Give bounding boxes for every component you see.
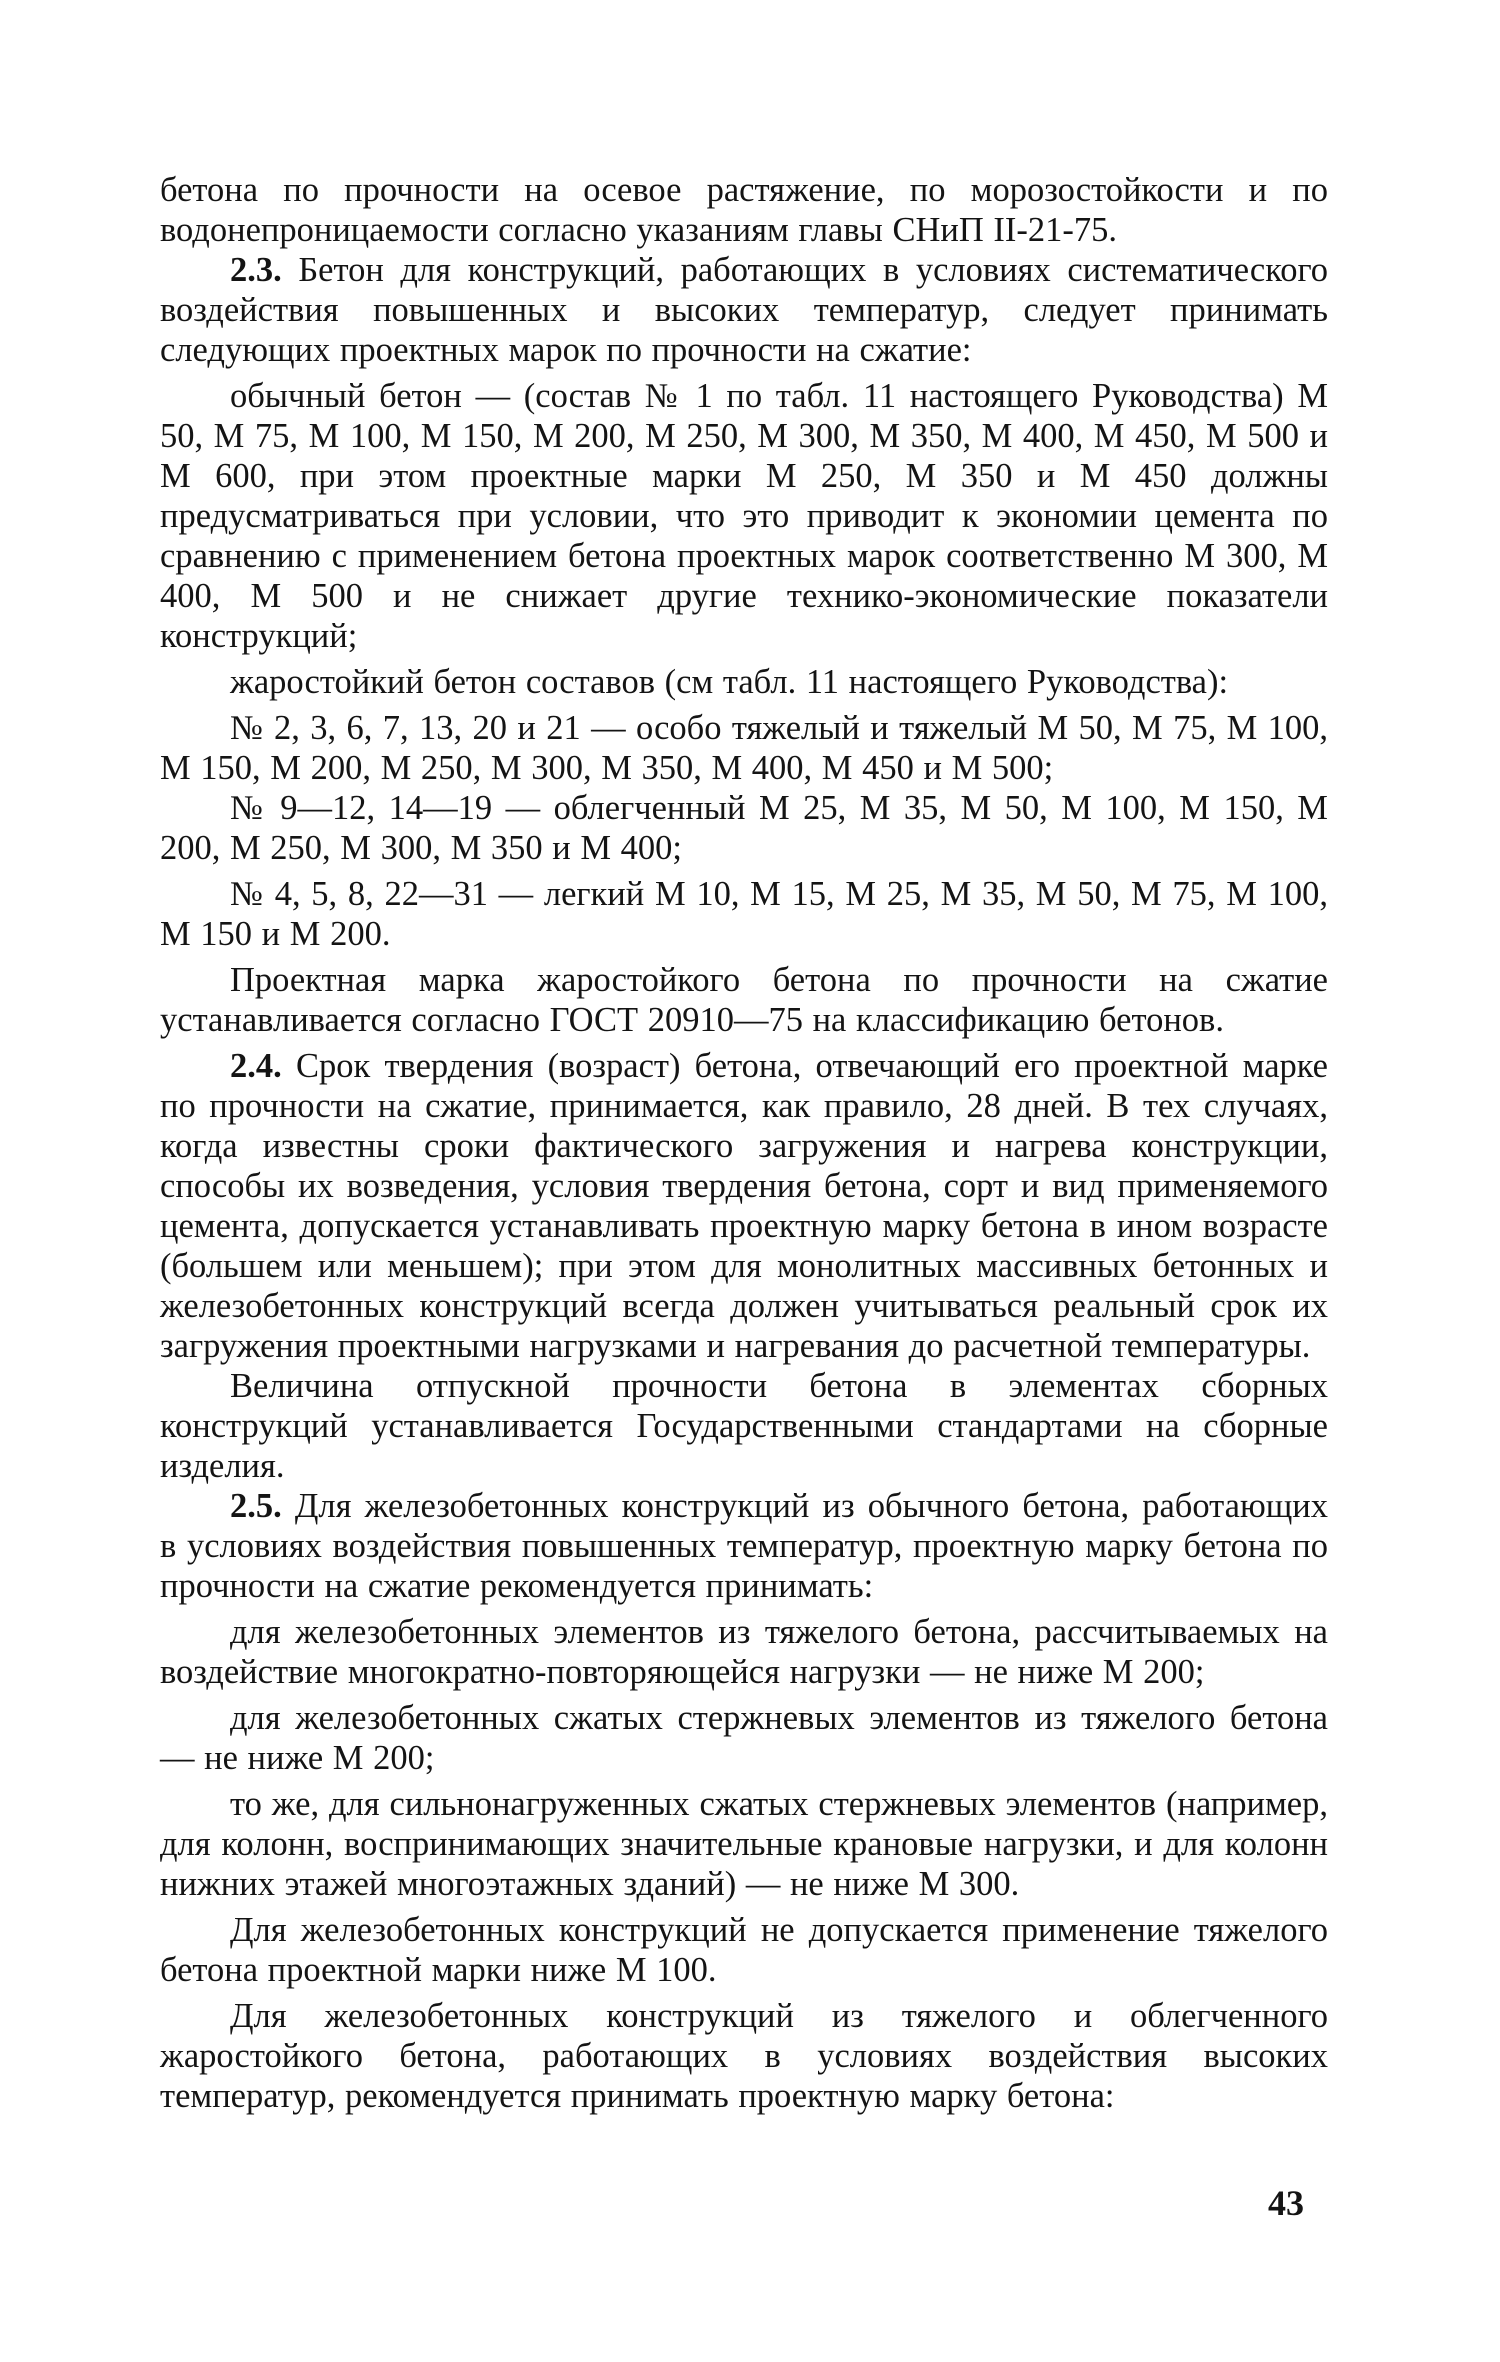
paragraph-text: бетона по прочности на осевое растяжение, по морозостойкости и по водонепроницаемости согласно указаниям главы СНиП II-21-75.: [160, 171, 1328, 249]
list-item-heavily-loaded: [160, 1784, 1328, 1904]
section-number: 2.3.: [230, 251, 282, 289]
paragraph-continuation: [160, 170, 1328, 250]
paragraph-text: Для железобетонных конструкций из тяжелого и облегченного жаростойкого бетона, работающих в условиях воздействия высоких температур, рекомендуется принимать проектную марку бетона:: [160, 1997, 1328, 2115]
paragraph-text: № 9—12, 14—19 — облегченный М 25, М 35, М 50, М 100, М 150, М 200, М 250, М 300, М 350 и М 400;: [160, 789, 1328, 867]
paragraph-heat-resistant-concrete: [160, 662, 1328, 702]
paragraph-text: для железобетонных элементов из тяжелого бетона, рассчитываемых на воздействие многократно-повторяющейся нагрузки — не ниже М 200;: [160, 1613, 1328, 1691]
paragraph-text: Для железобетонных конструкций не допускается применение тяжелого бетона проектной марки ниже М 100.: [160, 1911, 1328, 1989]
list-item-light: [160, 874, 1328, 954]
list-item-repeated-load: [160, 1612, 1328, 1692]
paragraph-2-4: [160, 1046, 1328, 1366]
paragraph-text: Для железобетонных конструкций из обычного бетона, работающих в условиях воздействия повышенных температур, проектную марку бетона по прочности на сжатие рекомендуется принимать:: [160, 1487, 1328, 1605]
paragraph-2-5: [160, 1486, 1328, 1606]
section-number: 2.5.: [230, 1487, 282, 1525]
paragraph-text: Величина отпускной прочности бетона в элементах сборных конструкций устанавливается Государственными стандартами на сборные изделия.: [160, 1367, 1328, 1485]
page-number: 43: [1268, 2183, 1304, 2223]
paragraph-2-3: [160, 250, 1328, 370]
paragraph-ordinary-concrete: [160, 376, 1328, 656]
paragraph-release-strength: [160, 1366, 1328, 1486]
paragraph-text: Проектная марка жаростойкого бетона по прочности на сжатие устанавливается согласно ГОСТ 20910—75 на классификацию бетонов.: [160, 961, 1328, 1039]
list-item-lightened: [160, 788, 1328, 868]
paragraph-text: для железобетонных сжатых стержневых элементов из тяжелого бетона — не ниже М 200;: [160, 1699, 1328, 1777]
paragraph-text: № 4, 5, 8, 22—31 — легкий М 10, М 15, М 25, М 35, М 50, М 75, М 100, М 150 и М 200.: [160, 875, 1328, 953]
list-item-heavy: [160, 708, 1328, 788]
paragraph-text: Бетон для конструкций, работающих в условиях систематического воздействия повышенных и высоких температур, следует принимать следующих проектных марок по прочности на сжатие:: [160, 251, 1328, 369]
paragraph-minimum-grade: [160, 1910, 1328, 1990]
paragraph-text: жаростойкий бетон составов (см табл. 11 настоящего Руководства):: [230, 663, 1229, 701]
page-body: [160, 170, 1328, 2116]
paragraph-design-grade: [160, 960, 1328, 1040]
paragraph-high-temperatures: [160, 1996, 1328, 2116]
list-item-compressed-elements: [160, 1698, 1328, 1778]
paragraph-text: обычный бетон — (состав № 1 по табл. 11 настоящего Руководства) М 50, М 75, М 100, М 150, М 200, М 250, М 300, М 350, М 400, М 450, М 500 и М 600, при этом проектные марки М 250, М 350 и М 450 должны предусматриваться при условии, что это приводит к экономии цемента по сравнению с применением бетона проектных марок соответственно М 300, М 400, М 500 и не снижает другие технико-экономические показатели конструкций;: [160, 377, 1328, 655]
paragraph-text: № 2, 3, 6, 7, 13, 20 и 21 — особо тяжелый и тяжелый М 50, М 75, М 100, М 150, М 200, М 250, М 300, М 350, М 400, М 450 и М 500;: [160, 709, 1328, 787]
paragraph-text: то же, для сильнонагруженных сжатых стержневых элементов (например, для колонн, воспринимающих значительные крановые нагрузки, и для колонн нижних этажей многоэтажных зданий) — не ниже М 300.: [160, 1785, 1328, 1903]
section-number: 2.4.: [230, 1047, 282, 1085]
paragraph-text: Срок твердения (возраст) бетона, отвечающий его проектной марке по прочности на сжатие, принимается, как правило, 28 дней. В тех случаях, когда известны сроки фактического загружения и нагрева конструкции, способы их возведения, условия твердения бетона, сорт и вид применяемого цемента, допускается устанавливать проектную марку бетона в ином возрасте (большем или меньшем); при этом для монолитных массивных бетонных и железобетонных конструкций всегда должен учитываться реальный срок их загружения проектными нагрузками и нагревания до расчетной температуры.: [160, 1047, 1328, 1365]
